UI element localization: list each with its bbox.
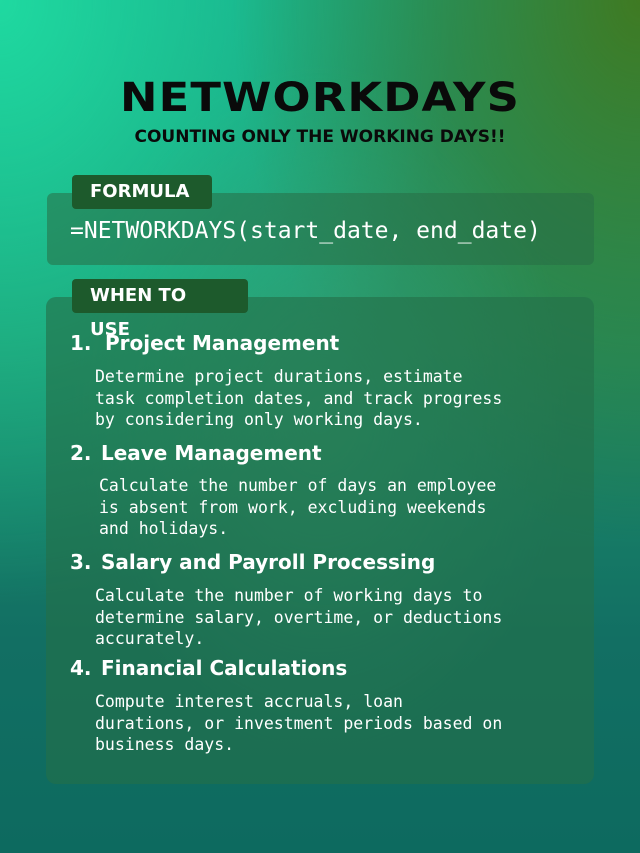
use-case-description-3: Calculate the number of working days to determine salary, overtime, or deductions accurately.: [95, 586, 503, 648]
use-case-description-2: Calculate the number of days an employee is absent from work, excluding weekends and holidays.: [99, 476, 497, 538]
use-case-description-1: Determine project durations, estimate task completion dates, and track progress by considering only working days.: [95, 367, 503, 429]
formula-tag: FORMULA: [72, 175, 212, 209]
use-case-label: Leave Management: [100, 441, 322, 465]
use-case-label: Salary and Payroll Processing: [100, 550, 436, 574]
use-case-label: Project Management: [104, 331, 340, 355]
when-to-use-tag: WHEN TO USE: [72, 279, 248, 313]
formula-text: =NETWORKDAYS(start_date, end_date): [70, 218, 541, 244]
use-case-title-2: [70, 440, 322, 466]
use-case-title-4: [70, 655, 347, 681]
use-case-number: 2.: [70, 441, 92, 465]
use-case-label: Financial Calculations: [100, 656, 348, 680]
page-title: NETWORKDAYS: [120, 75, 520, 121]
page-subtitle: COUNTING ONLY THE WORKING DAYS!!: [134, 127, 506, 147]
use-case-title-3: [70, 549, 435, 575]
use-case-number: 1.: [70, 331, 92, 355]
use-case-number: 4.: [70, 656, 92, 680]
use-case-number: 3.: [70, 550, 92, 574]
use-case-description-4: Compute interest accruals, loan durations, or investment periods based on business days.: [95, 692, 503, 754]
